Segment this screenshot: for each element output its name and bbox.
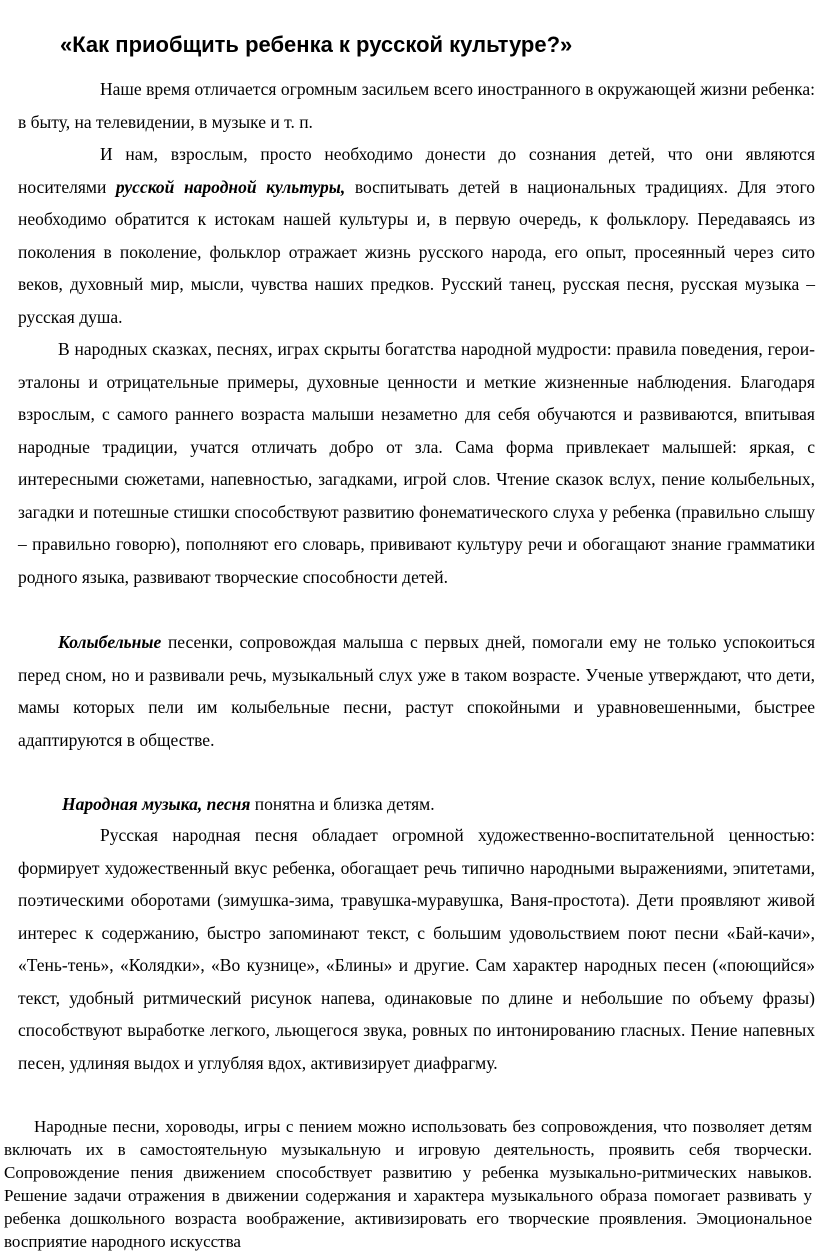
- paragraph-lullabies: [18, 626, 815, 756]
- paragraph-folk-song: Русская народная песня обладает огромной художественно-воспитательной ценностью: формирует художественный вкус ребенка, обогащает речь типично народными выражениями, эпитетами, поэтическими оборотами (зимушка-зима, травушка-муравушка, Ваня-простота). Дети проявляют живой интерес к содержанию, быстро запоминают текст, с большим удовольствием поют песни «Бай-качи», «Тень-тень», «Колядки», «Во кузнице», «Блины» и другие. Сам характер народных песен («поющийся» текст, удобный ритмический рисунок напева, одинаковые по длине и небольшие по объему фразы) способствуют выработке легкого, льющегося звука, ровных по интонированию гласных. Пение напевных песен, удлиняя выдох и углубляя вдох, активизирует диафрагму.: [18, 825, 815, 1073]
- paragraph-text: И нам, взрослым, просто необходимо донести до сознания детей, что они являются носителями: [18, 144, 815, 197]
- emphasis-lullabies: Колыбельные: [58, 632, 162, 652]
- paragraph-text: понятна и близка детям.: [250, 794, 435, 814]
- paragraph-folk-music: [18, 788, 815, 821]
- emphasis-folk-culture: русской народной культуры,: [115, 176, 346, 197]
- paragraph-folk-culture: [18, 138, 815, 333]
- paragraph-folk-tales: В народных сказках, песнях, играх скрыты богатства народной мудрости: правила поведения, герои-эталоны и отрицательные примеры, духовные ценности и меткие жизненные наблюдения. Благодаря взрослым, с самого раннего возраста малыши незаметно для себя обучаются и развиваются, впитывая народные традиции, учатся отличать добро от зла. Сама форма привлекает малышей: яркая, с интересными сюжетами, напевностью, загадками, игрой слов. Чтение сказок вслух, пение колыбельных, загадки и потешные стишки способствуют развитию фонематического слуха у ребенка (правильно слышу – правильно говорю), пополняют его словарь, прививают культуру речи и обогащают знание грамматики родного языка, развивают творческие способности детей.: [18, 339, 815, 587]
- paragraph-text: воспитывать детей в национальных традициях. Для этого необходимо обратится к истокам нашей культуры и, в первую очередь, к фольклору. Передаваясь из поколения в поколение, фольклор отражает жизнь русского народа, его опыт, просеянный через сито веков, духовный мир, мысли, чувства наших предков. Русский танец, русская песня, русская музыка – русская душа.: [18, 176, 816, 327]
- paragraph-text: песенки, сопровождая малыша с первых дней, помогали ему не только успокоиться перед сном, но и развивали речь, музыкальный слух уже в таком возрасте. Ученые утверждают, что дети, мамы которых пели им колыбельные песни, растут спокойными и уравновешенными, быстрее адаптируются в обществе.: [18, 632, 815, 750]
- emphasis-folk-music: Народная музыка, песня: [62, 794, 251, 814]
- paragraph-intro: Наше время отличается огромным засильем всего иностранного в окружающей жизни ребенка: в быту, на телевидении, в музыке и т. п.: [18, 79, 815, 132]
- page-title: «Как приобщить ребенка к русской культуре?»: [60, 32, 573, 57]
- paragraph-round-dances: Народные песни, хороводы, игры с пением можно использовать без сопровождения, что позволяет детям включать их в самостоятельную музыкальную и игровую деятельность, проявить себя творчески. Сопровождение пения движением способствует развитию у ребенка музыкально-ритмических навыков. Решение задачи отражения в движении содержания и характера музыкального образа помогает развивать у ребенка дошкольного возраста воображение, активизировать его творческие проявления. Эмоциональное восприятие народного искусства: [4, 1117, 812, 1251]
